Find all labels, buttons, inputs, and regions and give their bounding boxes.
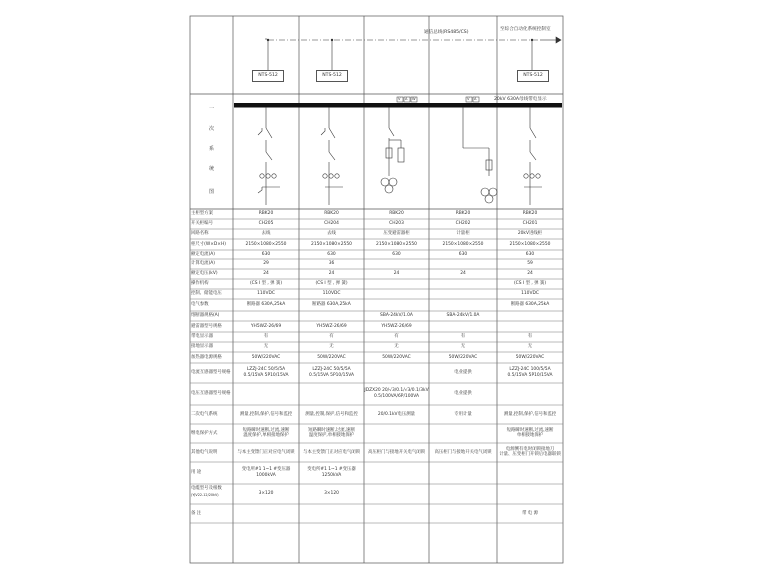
table-cell: 36 xyxy=(328,261,335,267)
table-cell: 有 xyxy=(527,334,533,340)
table-cell: 50W/220VAC xyxy=(317,354,346,360)
feeder-circuit-2 xyxy=(321,107,343,205)
table-cell: 2150×1080×2550 xyxy=(442,241,484,247)
incoming-circuit xyxy=(524,107,542,205)
table-cell: 630 xyxy=(458,251,468,257)
row-label: 主柜型方案 xyxy=(191,211,213,216)
table-cell: 专用计量 xyxy=(454,411,472,417)
table-cell: (CS I 型 , 弹 簧) xyxy=(315,281,348,287)
table-cell: YH5WZ-26/69 xyxy=(316,323,347,329)
table-cell: 测量,控制,保护,信号和监控 xyxy=(503,411,557,417)
table-cell: 压变避雷器柜 xyxy=(383,231,410,237)
table-cell: 测量,控制,保护,信号和监控 xyxy=(305,411,358,417)
table-cell: 有 xyxy=(263,334,269,340)
table-cell: 计量柜 xyxy=(456,231,470,237)
feeder-circuit-1 xyxy=(258,107,280,205)
row-label: 二次电气系统 xyxy=(191,411,218,417)
table-cell: 无 xyxy=(527,344,533,350)
main-busbar xyxy=(234,103,562,108)
bus-label: 通信总线(RS485/CS) xyxy=(424,30,469,35)
table-cell: 有 xyxy=(329,334,334,340)
row-sublabel: (YJV22-12/20kV) xyxy=(191,493,219,497)
table-cell: 630 xyxy=(525,251,535,257)
meter-tag: W xyxy=(412,97,416,101)
table-cell: 2150×1080×2550 xyxy=(509,241,551,247)
table-cell: SBA-24kV/1.0A xyxy=(380,313,413,319)
table-cell: RBK20 xyxy=(324,211,339,217)
table-cell: 变电所#1 1~1 #变压器 1250kVA xyxy=(307,467,356,478)
table-cell: 短路瞬时速断,过流,速断 温度保护,单相接地保护 xyxy=(242,427,290,439)
row-label: 开关柜编号 xyxy=(191,221,213,226)
table-cell: 3×120 xyxy=(324,491,339,497)
table-cell: 高压柜门与接地开关电气闭锁 xyxy=(367,449,426,455)
table-cell: YH5WZ-26/69 xyxy=(250,323,282,329)
table-cell: 无 xyxy=(263,344,269,350)
table-cell: 2150×1080×2550 xyxy=(376,241,417,247)
table-cell: JDZX20 20/√3/0.1/√3/0.1/3kV 0.5/100VA/6P/100VA xyxy=(364,388,429,399)
table-cell: 20/0.1kV电压测量 xyxy=(377,411,416,417)
table-cell: RBK20 xyxy=(522,211,538,217)
table-cell: 断路器 630A,25kA xyxy=(246,302,286,308)
table-cell: 29 xyxy=(263,261,269,267)
table-cell: 有 xyxy=(394,334,399,340)
table-cell: 20kV进线柜 xyxy=(517,231,543,237)
row-label: 继电保护方式 xyxy=(191,430,218,436)
table-cell: 电业提供 xyxy=(454,370,472,376)
table-cell: LZZJ-24C 50/5/5A 0.5/15VA 5P10/15VA xyxy=(243,367,289,378)
table-cell: LZZJ-24C 100/5/5A 0.5/15VA 5P10/15VA xyxy=(507,367,553,378)
table-cell: 110VDC xyxy=(322,291,341,297)
diagram-label-char: 统 xyxy=(209,166,215,172)
row-label: 熔断器规格(A) xyxy=(191,313,220,318)
diagram-label-char: 一 xyxy=(209,106,215,112)
row-label: 电压互感器型号规格 xyxy=(191,391,231,396)
table-cell: CH202 xyxy=(455,221,471,227)
meter-tag: V xyxy=(467,97,470,101)
table-cell: (CS I 型 , 弹 簧) xyxy=(513,281,547,287)
table-cell: CH204 xyxy=(324,221,339,227)
bus-note: 20kV 630A母线带电显示 xyxy=(494,97,547,102)
table-cell: 无 xyxy=(460,344,466,350)
table-cell: 50W/220VAC xyxy=(251,354,281,360)
table-cell: 无 xyxy=(329,344,334,350)
table-cell: 断路器 630A,25kA xyxy=(510,302,550,308)
table-cell: 去线 xyxy=(261,231,271,237)
module-box-1: NTS-512 xyxy=(252,70,284,82)
table-cell: RBK20 xyxy=(455,211,471,217)
table-cell: 带 电 源 xyxy=(522,510,538,516)
row-label: 用 途 xyxy=(191,470,202,475)
table-cell: RBK20 xyxy=(258,211,274,217)
diagram-label-char: 系 xyxy=(209,146,215,152)
table-cell: 短路瞬时速断,过流,速断 温度保护,单相接地保护 xyxy=(308,427,355,439)
table-cell: SBA-24kV/1.0A xyxy=(446,313,480,319)
row-label: 备 注 xyxy=(191,510,202,516)
row-label: 额定电流(A) xyxy=(191,251,215,257)
table-cell: 与本主变馈门正对应电气闭锁 xyxy=(237,449,295,455)
table-cell: CH201 xyxy=(522,221,538,227)
table-cell: 去线 xyxy=(327,231,336,237)
table-cell: 短路瞬时速断,过流,速断 单相接地保护 xyxy=(506,427,554,439)
row-label: 避雷器型号规格 xyxy=(191,323,222,329)
metering-circuit xyxy=(463,107,497,203)
table-cell: 高压柜门与接地开关电气闭锁 xyxy=(434,449,492,455)
table-cell: 2150×1080×2550 xyxy=(245,241,287,247)
table-cell: 2150×1080×2550 xyxy=(311,241,352,247)
table-cell: 24 xyxy=(393,271,400,277)
module-box-2: NTS-512 xyxy=(316,70,348,82)
table-cell: 3×120 xyxy=(258,491,274,497)
table-cell: 电业提供 xyxy=(454,391,472,397)
table-cell: 24 xyxy=(460,271,466,277)
row-label: 回路名称 xyxy=(191,231,209,236)
table-cell: LZZJ-24C 50/5/5A 0.5/15VA 5P10/15VA xyxy=(309,367,354,378)
table-cell: CH205 xyxy=(258,221,274,227)
arrow-right-icon xyxy=(556,37,561,43)
table-cell: 50W/220VAC xyxy=(448,354,478,360)
system-label: 至综合自动化系统控制室 xyxy=(500,27,551,32)
meter-tag: A xyxy=(474,97,477,101)
row-label: 操作机构 xyxy=(191,281,209,286)
row-label: 额定电压(kV) xyxy=(191,271,218,276)
row-label: 其他电气说明 xyxy=(191,449,218,455)
comm-bus xyxy=(266,37,561,70)
table-cell: 59 xyxy=(527,261,533,267)
table-cell: 无 xyxy=(394,344,399,350)
table-cell: (CS I 型 , 弹 簧) xyxy=(249,281,283,287)
table-cell: 变电所#1 1~1 #变压器 1000kVA xyxy=(241,467,291,478)
row-label: 电流互感器型号规格 xyxy=(191,370,231,375)
table-cell: YH5WZ-26/69 xyxy=(381,323,412,329)
table-cell: 24 xyxy=(263,271,269,277)
table-cell: 有 xyxy=(460,334,466,340)
table-cell: 24 xyxy=(328,271,335,277)
table-cell: 测量,控制,保护,信号和监控 xyxy=(239,411,293,417)
table-cell: 与本主变馈门正对应电气闭锁 xyxy=(302,449,361,455)
table-cell: 电源侧有电时闭锁接地刀 计量、压变柜门开锁后电器联锁 xyxy=(499,446,561,458)
diagram-label-char: 图 xyxy=(209,189,215,195)
meter-tag: V xyxy=(398,97,401,101)
row-label: 接地显示器 xyxy=(191,344,213,349)
table-cell: 630 xyxy=(327,251,336,257)
table-cell: 50W/220VAC xyxy=(382,354,411,360)
table-cell: 110VDC xyxy=(521,291,539,297)
row-label: 电缆型号及根数 xyxy=(191,486,222,491)
meter-tag: A xyxy=(405,97,408,101)
row-label: 电气参数 xyxy=(191,302,209,307)
table-cell: RBK20 xyxy=(389,211,404,217)
table-cell: 50W/220VAC xyxy=(515,354,545,360)
row-label: 加热器电源规格 xyxy=(191,354,222,360)
row-label: 计算电流(A) xyxy=(191,261,215,266)
table-cell: 110VDC xyxy=(257,291,275,297)
table-cell: 630 xyxy=(261,251,271,257)
table-cell: 24 xyxy=(527,271,533,277)
table-cell: CH203 xyxy=(389,221,404,227)
voltage-transformer-circuit xyxy=(381,107,404,193)
diagram-label-char: 次 xyxy=(209,126,215,132)
table-cell: 630 xyxy=(392,251,401,257)
module-box-3: NTS-512 xyxy=(517,70,549,82)
row-label: 带电显示器 xyxy=(191,334,213,339)
row-label: 控制、储能电压 xyxy=(191,291,222,296)
table-cell: 断路器 630A,25kA xyxy=(312,302,351,308)
row-label: 柜尺寸(W×D×H) xyxy=(191,241,226,247)
